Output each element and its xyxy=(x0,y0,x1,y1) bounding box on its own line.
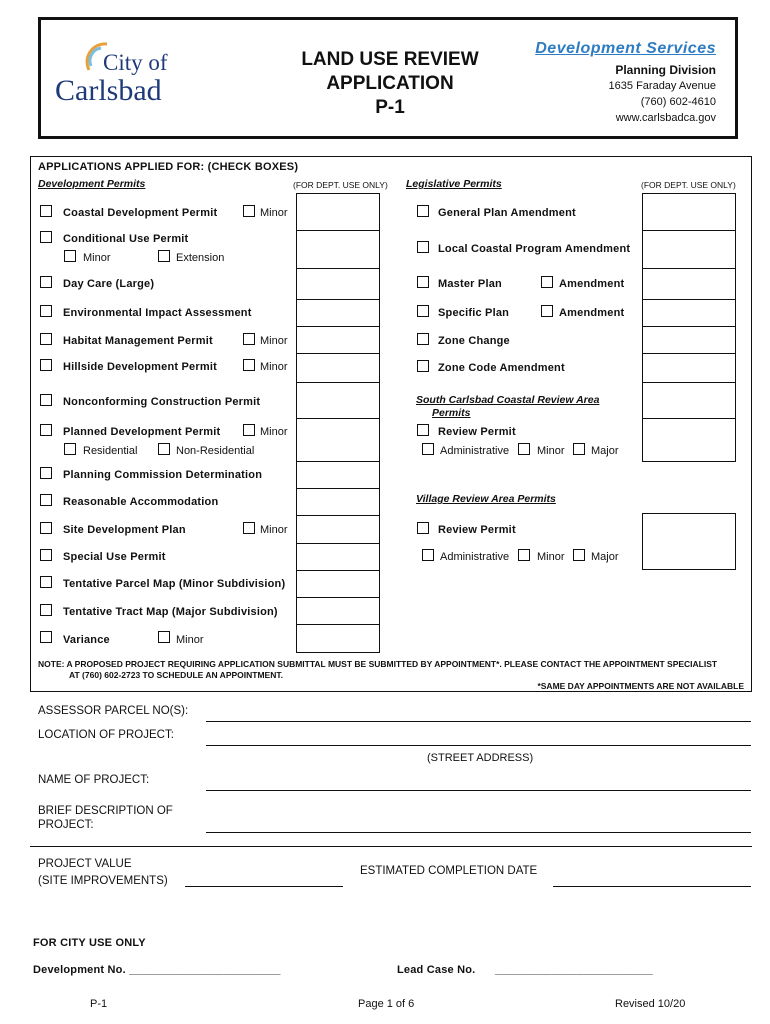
checkbox-scc-minor[interactable] xyxy=(518,443,530,455)
checkbox-reasonable[interactable] xyxy=(40,494,52,506)
label-zone-change: Zone Change xyxy=(438,335,510,347)
dev-number-field[interactable]: Development No. ________________________ xyxy=(33,964,281,976)
dept-box-nonconforming[interactable] xyxy=(296,382,380,419)
label-cup-minor: Minor xyxy=(83,252,111,264)
apn-input[interactable] xyxy=(206,721,751,722)
checkbox-eia[interactable] xyxy=(40,305,52,317)
dept-box-hillside[interactable] xyxy=(296,353,380,383)
contact-block xyxy=(609,62,716,126)
label-special-use: Special Use Permit xyxy=(63,551,166,563)
lead-case-label: Lead Case No. xyxy=(397,964,476,976)
label-scc-review: Review Permit xyxy=(438,426,516,438)
checkbox-nonconforming[interactable] xyxy=(40,394,52,406)
form-title xyxy=(280,48,500,120)
label-planned-nonresidential: Non-Residential xyxy=(176,445,255,457)
leg-permits-heading: Legislative Permits xyxy=(406,178,502,190)
checkbox-village-minor[interactable] xyxy=(518,549,530,561)
phone: (760) 602-4610 xyxy=(640,96,716,108)
village-heading: Village Review Area Permits xyxy=(416,493,556,505)
label-nonconforming: Nonconforming Construction Permit xyxy=(63,396,261,408)
label-coastal: Coastal Development Permit xyxy=(63,207,218,219)
logo-city-of: City of xyxy=(103,50,168,75)
dept-box-habitat[interactable] xyxy=(296,326,380,354)
note-line-2: AT (760) 602-2723 TO SCHEDULE AN APPOINTMENT. xyxy=(69,670,283,680)
scc-heading-1: South Carlsbad Coastal Review Area xyxy=(416,394,600,406)
street-address-hint: (STREET ADDRESS) xyxy=(427,752,534,764)
checkbox-daycare[interactable] xyxy=(40,276,52,288)
label-gpa: General Plan Amendment xyxy=(438,207,576,219)
dept-box-scc[interactable] xyxy=(642,382,736,419)
label-site-dev: Site Development Plan xyxy=(63,524,186,536)
checkbox-village-admin[interactable] xyxy=(422,549,434,561)
checkbox-planned-nonresidential[interactable] xyxy=(158,443,170,455)
label-planned-residential: Residential xyxy=(83,445,138,457)
dept-only-left: (FOR DEPT. USE ONLY) xyxy=(293,180,388,190)
label-site-dev-minor: Minor xyxy=(260,524,288,536)
lead-case-field[interactable]: _________________________ xyxy=(495,964,653,976)
dept-box-coastal[interactable] xyxy=(296,193,380,231)
label-scc-admin: Administrative xyxy=(440,445,510,457)
label-eia: Environmental Impact Assessment xyxy=(63,307,252,319)
label-master-plan-amendment: Amendment xyxy=(559,278,625,290)
checkbox-scc-major[interactable] xyxy=(573,443,585,455)
checkbox-specific-plan[interactable] xyxy=(417,305,429,317)
checkbox-parcel-map[interactable] xyxy=(40,576,52,588)
checkbox-habitat[interactable] xyxy=(40,333,52,345)
checkbox-habitat-minor[interactable] xyxy=(243,333,255,345)
dept-box-eia[interactable] xyxy=(296,299,380,327)
checkbox-pc-determination[interactable] xyxy=(40,467,52,479)
label-daycare: Day Care (Large) xyxy=(63,278,155,290)
description-label-1: BRIEF DESCRIPTION OF xyxy=(38,805,173,817)
city-use-heading: FOR CITY USE ONLY xyxy=(33,937,146,949)
title-line-1: LAND USE REVIEW xyxy=(301,49,479,70)
footer-page: Page 1 of 6 xyxy=(358,998,415,1010)
dept-box-special-use[interactable] xyxy=(296,543,380,571)
label-reasonable: Reasonable Accommodation xyxy=(63,496,219,508)
applications-heading: APPLICATIONS APPLIED FOR: (CHECK BOXES) xyxy=(38,161,299,173)
checkbox-special-use[interactable] xyxy=(40,549,52,561)
dept-box-gpa[interactable] xyxy=(642,193,736,231)
dept-box-site-dev[interactable] xyxy=(296,515,380,544)
checkbox-lcpa[interactable] xyxy=(417,241,429,253)
city-logo xyxy=(55,38,180,108)
label-village-major: Major xyxy=(591,551,619,563)
label-planned-minor: Minor xyxy=(260,426,288,438)
checkbox-site-dev-minor[interactable] xyxy=(243,522,255,534)
project-name-input[interactable] xyxy=(206,790,751,791)
label-tract-map: Tentative Tract Map (Major Subdivision) xyxy=(63,606,278,618)
label-village-review: Review Permit xyxy=(438,524,516,536)
label-village-minor: Minor xyxy=(537,551,565,563)
label-scc-major: Major xyxy=(591,445,619,457)
note-line-1: NOTE: A PROPOSED PROJECT REQUIRING APPLICATION SUBMITTAL MUST BE SUBMITTED BY APPOINTMENT*. PLEASE CONTACT THE APPOINTMENT SPECIALIST xyxy=(38,659,718,669)
label-variance-minor: Minor xyxy=(176,634,204,646)
dept-box-variance[interactable] xyxy=(296,624,380,653)
location-input[interactable] xyxy=(206,745,751,746)
label-hillside-minor: Minor xyxy=(260,361,288,373)
checkbox-village-major[interactable] xyxy=(573,549,585,561)
project-value-label-2: (SITE IMPROVEMENTS) xyxy=(38,875,168,887)
scc-heading-2: Permits xyxy=(432,407,471,419)
website: www.carlsbadca.gov xyxy=(615,112,716,124)
completion-date-label: ESTIMATED COMPLETION DATE xyxy=(360,865,538,877)
checkbox-master-plan-amendment[interactable] xyxy=(541,276,553,288)
label-village-admin: Administrative xyxy=(440,551,510,563)
dept-box-lcpa[interactable] xyxy=(642,230,736,269)
dept-box-specific-plan[interactable] xyxy=(642,299,736,327)
completion-date-input[interactable] xyxy=(553,886,751,887)
label-scc-minor: Minor xyxy=(537,445,565,457)
project-value-label-1: PROJECT VALUE xyxy=(38,858,132,870)
checkbox-scc-admin[interactable] xyxy=(422,443,434,455)
label-specific-plan-amendment: Amendment xyxy=(559,307,625,319)
label-coastal-minor: Minor xyxy=(260,207,288,219)
dept-box-reasonable[interactable] xyxy=(296,488,380,516)
label-variance: Variance xyxy=(63,634,110,646)
checkbox-tract-map[interactable] xyxy=(40,604,52,616)
fields-separator xyxy=(30,846,752,847)
checkbox-cup-minor[interactable] xyxy=(64,250,76,262)
checkbox-cup-extension[interactable] xyxy=(158,250,170,262)
dept-box-zca[interactable] xyxy=(642,353,736,383)
title-line-3: P-1 xyxy=(375,97,405,118)
label-habitat: Habitat Management Permit xyxy=(63,335,213,347)
dept-box-daycare[interactable] xyxy=(296,268,380,300)
footer-form-number: P-1 xyxy=(90,998,108,1010)
checkbox-planned[interactable] xyxy=(40,424,52,436)
dept-only-right: (FOR DEPT. USE ONLY) xyxy=(641,180,736,190)
checkbox-zca[interactable] xyxy=(417,360,429,372)
checkbox-hillside[interactable] xyxy=(40,359,52,371)
note-line-3: *SAME DAY APPOINTMENTS ARE NOT AVAILABLE xyxy=(537,681,744,691)
label-pc-determination: Planning Commission Determination xyxy=(63,469,263,481)
checkbox-master-plan[interactable] xyxy=(417,276,429,288)
checkbox-variance-minor[interactable] xyxy=(158,631,170,643)
dept-box-cup[interactable] xyxy=(296,230,380,269)
label-cup-extension: Extension xyxy=(176,252,225,264)
project-value-input[interactable] xyxy=(185,886,343,887)
checkbox-coastal-minor[interactable] xyxy=(243,205,255,217)
dept-box-scc-review[interactable] xyxy=(642,418,736,462)
checkbox-village-review[interactable] xyxy=(417,522,429,534)
logo-carlsbad: Carlsbad xyxy=(55,74,162,107)
dept-box-tract-map[interactable] xyxy=(296,597,380,625)
dept-name: Development Services xyxy=(535,40,716,57)
checkbox-planned-minor[interactable] xyxy=(243,424,255,436)
dept-box-planned[interactable] xyxy=(296,418,380,462)
location-label: LOCATION OF PROJECT: xyxy=(38,729,174,741)
checkbox-gpa[interactable] xyxy=(417,205,429,217)
checkbox-site-dev[interactable] xyxy=(40,522,52,534)
checkbox-variance[interactable] xyxy=(40,631,52,643)
checkbox-planned-residential[interactable] xyxy=(64,443,76,455)
label-habitat-minor: Minor xyxy=(260,335,288,347)
label-master-plan: Master Plan xyxy=(438,278,502,290)
footer-revised: Revised 10/20 xyxy=(615,998,686,1010)
dev-permits-heading: Development Permits xyxy=(38,178,146,190)
dept-box-village-review[interactable] xyxy=(642,513,736,570)
apn-label: ASSESSOR PARCEL NO(S): xyxy=(38,705,189,717)
description-label-2: PROJECT: xyxy=(38,819,94,831)
checkbox-hillside-minor[interactable] xyxy=(243,359,255,371)
label-specific-plan: Specific Plan xyxy=(438,307,510,319)
description-input[interactable] xyxy=(206,832,751,833)
dept-box-master-plan[interactable] xyxy=(642,268,736,300)
division-name: Planning Division xyxy=(615,63,716,77)
dept-box-pc[interactable] xyxy=(296,461,380,489)
dept-box-zone-change[interactable] xyxy=(642,326,736,354)
label-zca: Zone Code Amendment xyxy=(438,362,565,374)
checkbox-coastal[interactable] xyxy=(40,205,52,217)
title-line-2: APPLICATION xyxy=(326,73,454,94)
project-name-label: NAME OF PROJECT: xyxy=(38,774,150,786)
label-planned: Planned Development Permit xyxy=(63,426,221,438)
checkbox-zone-change[interactable] xyxy=(417,333,429,345)
dept-box-parcel-map[interactable] xyxy=(296,570,380,598)
label-parcel-map: Tentative Parcel Map (Minor Subdivision) xyxy=(63,578,286,590)
label-cup: Conditional Use Permit xyxy=(63,233,189,245)
checkbox-specific-plan-amendment[interactable] xyxy=(541,305,553,317)
label-lcpa: Local Coastal Program Amendment xyxy=(438,243,631,255)
checkbox-cup[interactable] xyxy=(40,231,52,243)
address: 1635 Faraday Avenue xyxy=(608,80,716,92)
checkbox-scc-review[interactable] xyxy=(417,424,429,436)
label-hillside: Hillside Development Permit xyxy=(63,361,217,373)
